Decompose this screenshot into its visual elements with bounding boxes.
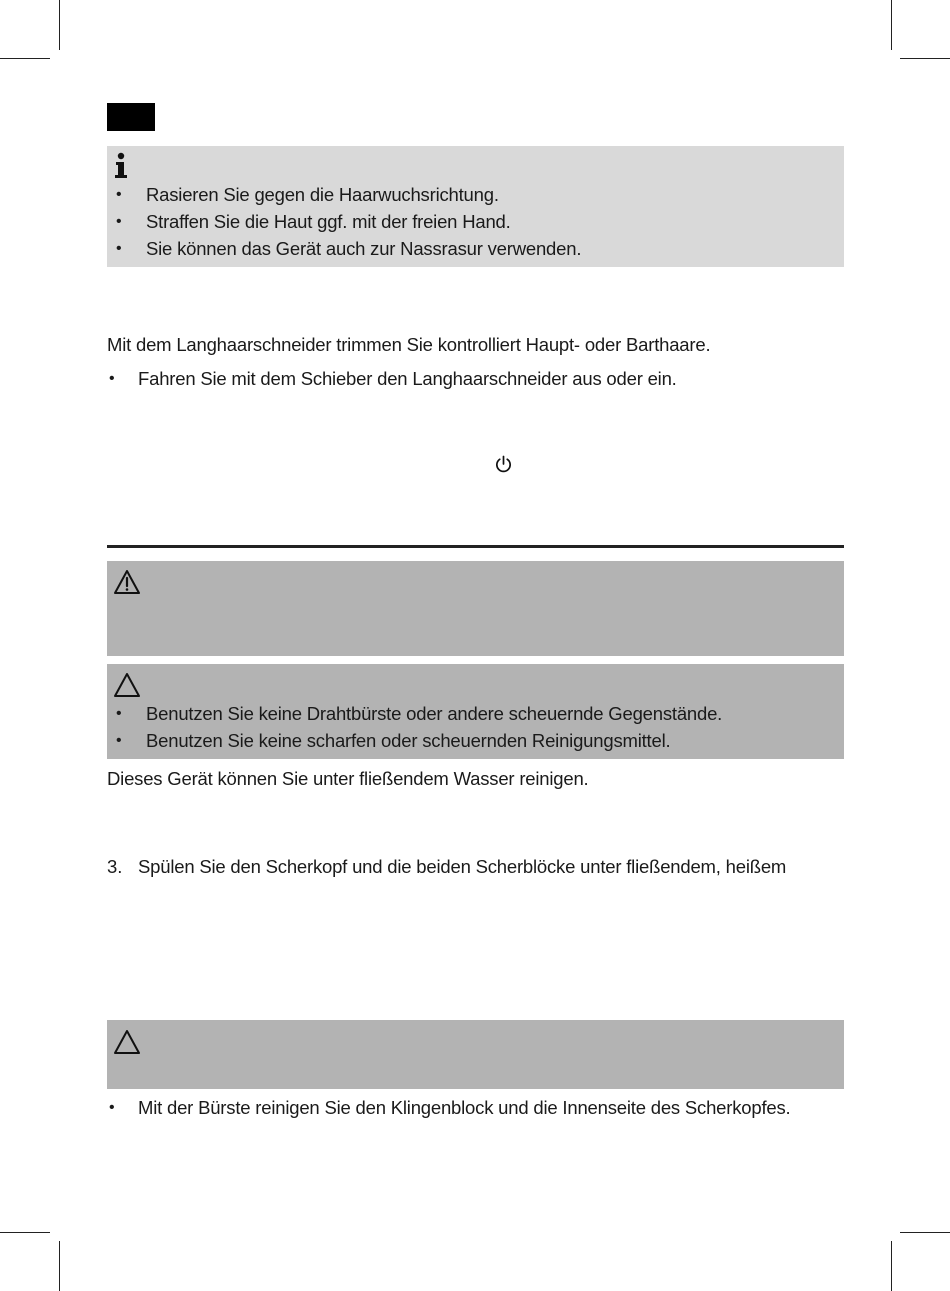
crop-mark-bottom-left-v	[59, 1241, 60, 1291]
step-number: 3.	[107, 856, 123, 877]
crop-mark-bottom-left-h	[0, 1232, 50, 1233]
warning-box-3	[107, 1020, 844, 1089]
brush-bullet-dot: •	[109, 1099, 115, 1116]
crop-mark-top-right-v	[891, 0, 892, 50]
info-item-3: Sie können das Gerät auch zur Nassrasur verwenden.	[146, 238, 582, 259]
info-bullet-2: •	[116, 213, 122, 230]
crop-mark-top-right-h	[900, 58, 950, 59]
info-icon	[112, 152, 130, 180]
brush-bullet: Mit der Bürste reinigen Sie den Klingenblock und die Innenseite des Scherkopfes.	[138, 1097, 791, 1118]
crop-mark-top-left-v	[59, 0, 60, 50]
info-item-1: Rasieren Sie gegen die Haarwuchsrichtung.	[146, 184, 499, 205]
warning-icon	[113, 569, 141, 595]
long-hair-bullet: Fahren Sie mit dem Schieber den Langhaarschneider aus oder ein.	[138, 368, 677, 389]
crop-mark-bottom-right-v	[891, 1241, 892, 1291]
section-rule	[107, 545, 844, 548]
warning-bullet-2: •	[116, 732, 122, 749]
warning-bullet-1: •	[116, 705, 122, 722]
caution-icon	[113, 672, 141, 698]
info-item-2: Straffen Sie die Haut ggf. mit der freien Hand.	[146, 211, 511, 232]
warning-item-2: Benutzen Sie keine scharfen oder scheuernden Reinigungsmittel.	[146, 730, 671, 751]
power-icon	[494, 455, 513, 474]
long-hair-bullet-dot: •	[109, 370, 115, 387]
warning-item-1: Benutzen Sie keine Drahtbürste oder andere scheuernde Gegenstände.	[146, 703, 723, 724]
warning-box-1	[107, 561, 844, 656]
info-bullet-1: •	[116, 186, 122, 203]
info-bullet-3: •	[116, 240, 122, 257]
caution-icon-2	[113, 1029, 141, 1055]
language-tab	[107, 103, 155, 131]
step-text: Spülen Sie den Scherkopf und die beiden Scherblöcke unter fließendem, heißem	[138, 856, 787, 877]
long-hair-paragraph: Mit dem Langhaarschneider trimmen Sie kontrolliert Haupt- oder Barthaare.	[107, 334, 711, 355]
cleaning-paragraph: Dieses Gerät können Sie unter fließendem Wasser reinigen.	[107, 768, 589, 789]
crop-mark-bottom-right-h	[900, 1232, 950, 1233]
crop-mark-top-left-h	[0, 58, 50, 59]
